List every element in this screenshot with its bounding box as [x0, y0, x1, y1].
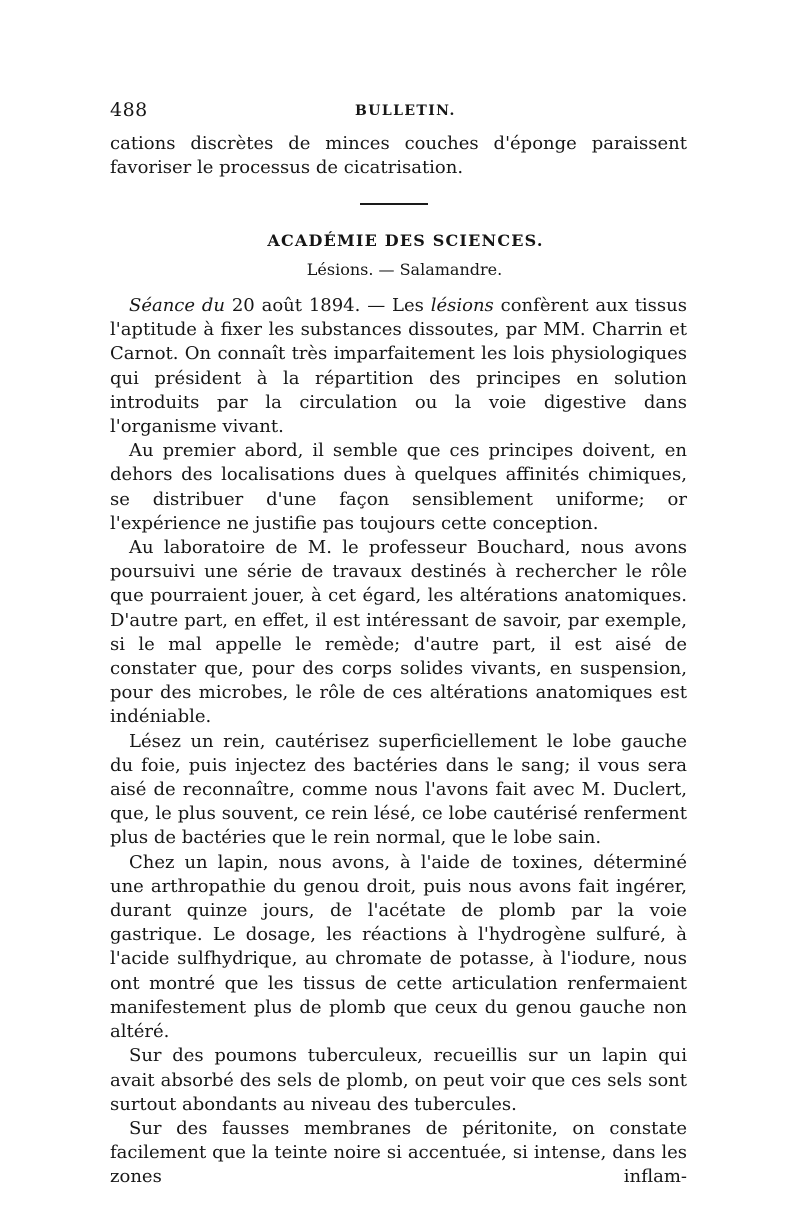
paragraph: Sur des fausses membranes de péritonite, on constate facilement que la teinte noire si accentuée, si intense, dans les zones inflam-: [110, 1117, 687, 1188]
dash-text: — Les: [360, 295, 431, 316]
page-number: 488: [110, 99, 148, 121]
paragraph: Chez un lapin, nous avons, à l'aide de toxines, déterminé une arthropathie du genou droit, puis nous avons fait ingérer, durant quinze jours, de l'acétate de plomb par la voie gastrique. Le dosage, les réactions à l'hydrogène sulfuré, à l'acide sulfhydrique, au chromate de potasse, à l'iodure, nous ont montré que les tissus de cette articulation renfermaient manifestement plus de plomb que ceux du genou gauche non altéré.: [110, 851, 687, 1043]
section-title: ACADÉMIE DES SCIENCES.: [267, 231, 544, 250]
first-paragraph: [110, 294, 687, 439]
topic-italic: lésions: [430, 295, 494, 316]
paragraph: Sur des poumons tuberculeux, recueillis sur un lapin qui avait absorbé des sels de plomb, on peut voir que ces sels sont surtout abondants au niveau des tubercules.: [110, 1045, 687, 1115]
continuation-paragraph: [110, 132, 687, 180]
paragraph: Au laboratoire de M. le professeur Bouchard, nous avons poursuivi une série de travaux destinés à rechercher le rôle que pourraient jouer, à cet égard, les altérations anatomiques. D'autre part, en effet, il est intéressant de savoir, par exemple, si le mal appelle le remède; d'autre part, il est aisé de constater que, pour des corps solides vivants, en suspension, pour des microbes, le rôle de ces altérations anatomiques est indéniable.: [110, 537, 687, 728]
running-title: BULLETIN.: [355, 103, 456, 119]
session-year: 1894.: [308, 295, 361, 316]
continuation-text: cations discrètes de minces couches d'éponge paraissent favoriser le processus de cicatrisation.: [110, 133, 687, 179]
session-date-day: 20 août: [231, 295, 302, 316]
paragraph: Au premier abord, il semble que ces principes doivent, en dehors des localisations dues à quelques affinités chimiques, se distribuer d'une façon sensiblement uniforme; or l'expérience ne justifie pas toujours cette conception.: [110, 440, 687, 534]
article-body: [110, 294, 687, 1190]
session-date: [232, 295, 361, 316]
section-divider: [360, 203, 428, 205]
session-label: Séance du: [129, 295, 225, 316]
first-paragraph-text: confèrent aux tissus l'aptitude à fixer les substances dissoutes, par MM. Charrin et Carnot. On connaît très imparfaitement les lois physiologiques qui président à la répartition des principes en solution introduits par la circulation ou la voie digestive dans l'organisme vivant.: [110, 295, 687, 438]
paragraph: Lésez un rein, cautérisez superficiellement le lobe gauche du foie, puis injectez des bactéries dans le sang; il vous sera aisé de reconnaître, comme nous l'avons fait avec M. Duclert, que, le plus souvent, ce rein lésé, ce lobe cautérisé renferment plus de bactéries que le rein normal, que le lobe sain.: [110, 730, 687, 849]
section-subtitle: Lésions. — Salamandre.: [306, 260, 503, 279]
